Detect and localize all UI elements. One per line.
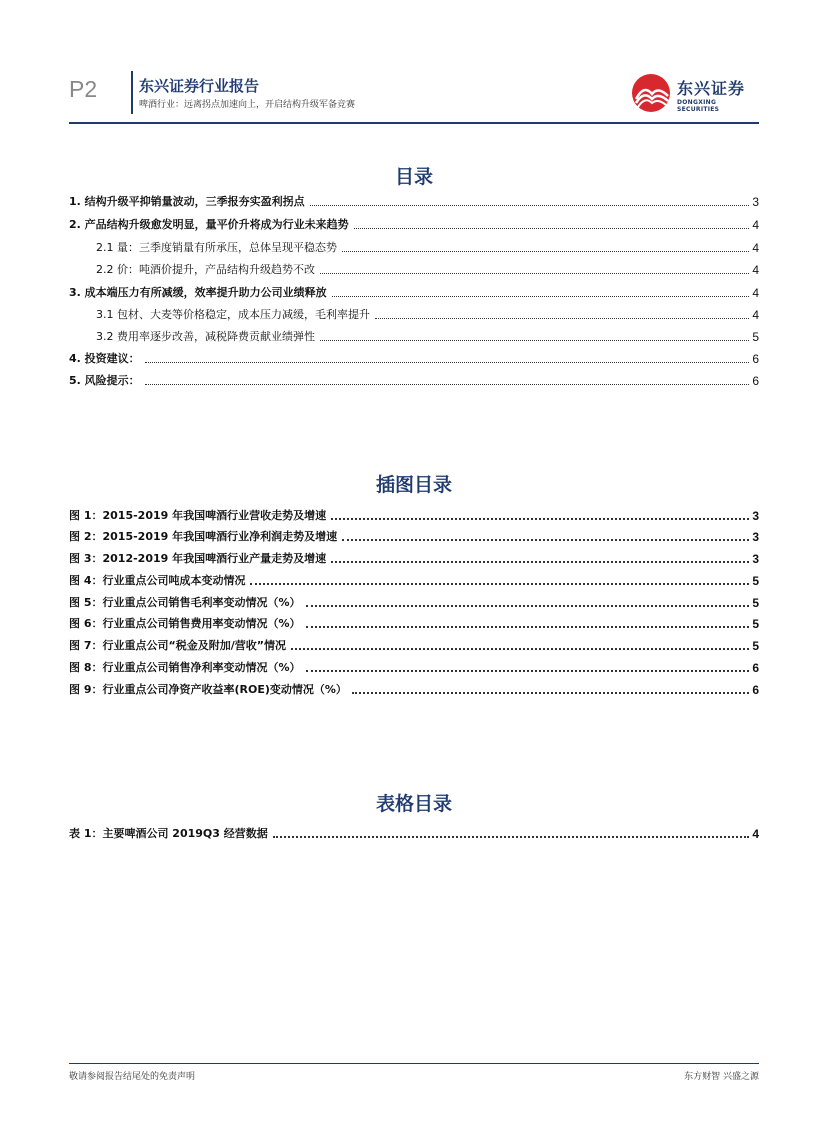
- figure-entry-page: 3: [752, 530, 759, 544]
- leader-dots: [342, 536, 749, 541]
- figure-entry-page: 5: [752, 574, 759, 588]
- tables-title: 表格目录: [375, 793, 452, 815]
- toc-entry[interactable]: [96, 261, 759, 277]
- toc-entry-label: 3.1 包材、大麦等价格稳定，成本压力减缓，毛利率提升: [96, 308, 370, 321]
- toc-entry-label: 2.2 价：吨酒价提升，产品结构升级趋势不改: [96, 263, 315, 276]
- page-number: P2: [69, 76, 98, 102]
- figure-entry-page: 5: [752, 596, 759, 610]
- company-logo: [630, 72, 760, 114]
- figure-entry-page: 3: [752, 552, 759, 566]
- figure-entry[interactable]: [69, 594, 759, 610]
- figure-entry-label: 图 4：行业重点公司吨成本变动情况: [69, 574, 246, 587]
- footer-disclaimer: 敬请参阅报告结尾处的免责声明: [69, 1072, 196, 1082]
- toc-entry-page: 5: [752, 330, 759, 344]
- toc-entry-page: 4: [752, 241, 759, 255]
- toc-entry[interactable]: [69, 284, 759, 300]
- leader-dots: [320, 270, 749, 274]
- leader-dots: [331, 515, 749, 520]
- toc-entry-label: 2.1 量：三季度销量有所承压，总体呈现平稳态势: [96, 241, 337, 254]
- figure-entry-page: 3: [752, 509, 759, 523]
- report-title: 东兴证券行业报告: [139, 77, 260, 95]
- toc-entry-page: 4: [752, 286, 759, 300]
- header-divider: [131, 71, 133, 114]
- leader-dots: [331, 558, 749, 563]
- figure-entry[interactable]: [69, 659, 759, 675]
- table-entry-page: 4: [752, 827, 759, 841]
- toc-entry-label: 3. 成本端压力有所减缓，效率提升助力公司业绩释放: [69, 286, 327, 299]
- leader-dots: [342, 248, 749, 252]
- leader-dots: [375, 315, 749, 319]
- toc-entry[interactable]: [96, 328, 759, 344]
- figure-entry-label: 图 2：2015-2019 年我国啤酒行业净利润走势及增速: [69, 530, 338, 543]
- leader-dots: [332, 293, 750, 297]
- logo-text-cn: 东兴证券: [677, 79, 746, 98]
- figure-entry-label: 图 5：行业重点公司销售毛利率变动情况（%）: [69, 596, 301, 609]
- report-subtitle: 啤酒行业：远离拐点加速向上，开启结构升级军备竞赛: [139, 100, 356, 110]
- figures-title: 插图目录: [375, 474, 452, 496]
- toc-entry-page: 4: [752, 263, 759, 277]
- toc-entry-page: 3: [752, 195, 759, 209]
- figure-entry-label: 图 7：行业重点公司“税金及附加/营收”情况: [69, 639, 286, 652]
- toc-entry[interactable]: [96, 239, 759, 255]
- toc-title: 目录: [394, 166, 433, 188]
- table-entry[interactable]: [69, 825, 759, 841]
- figure-entry-label: 图 8：行业重点公司销售净利率变动情况（%）: [69, 661, 301, 674]
- header-rule: [69, 122, 759, 124]
- toc-entry[interactable]: [69, 193, 759, 209]
- figure-entry[interactable]: [69, 572, 759, 588]
- figure-entry-label: 图 3：2012-2019 年我国啤酒行业产量走势及增速: [69, 552, 327, 565]
- leader-dots: [145, 359, 750, 363]
- toc-entry-label: 4. 投资建议：: [69, 352, 140, 365]
- table-entry-label: 表 1：主要啤酒公司 2019Q3 经营数据: [69, 827, 268, 840]
- leader-dots: [291, 645, 749, 650]
- figure-entry[interactable]: [69, 681, 759, 697]
- figure-entry-page: 5: [752, 617, 759, 631]
- figure-entry-label: 图 9：行业重点公司净资产收益率(ROE)变动情况（%）: [69, 683, 347, 696]
- leader-dots: [354, 225, 750, 229]
- leader-dots: [145, 381, 750, 385]
- leader-dots: [320, 337, 749, 341]
- toc-entry[interactable]: [69, 216, 759, 232]
- leader-dots: [273, 833, 750, 838]
- figure-entry[interactable]: [69, 507, 759, 523]
- toc-entry-label: 1. 结构升级平抑销量波动，三季报夯实盈利拐点: [69, 195, 305, 208]
- footer-rule: [69, 1063, 759, 1064]
- figure-entry[interactable]: [69, 550, 759, 566]
- toc-entry-page: 4: [752, 218, 759, 232]
- toc-entry[interactable]: [69, 372, 759, 388]
- leader-dots: [306, 623, 750, 628]
- toc-entry-label: 5. 风险提示：: [69, 374, 140, 387]
- logo-text-en: DONGXING SECURITIES: [677, 99, 720, 113]
- logo-emblem-icon: [630, 72, 674, 114]
- figure-entry[interactable]: [69, 528, 759, 544]
- leader-dots: [352, 689, 749, 694]
- leader-dots: [250, 580, 749, 585]
- toc-entry-page: 4: [752, 308, 759, 322]
- toc-entry[interactable]: [96, 306, 759, 322]
- figure-entry-label: 图 6：行业重点公司销售费用率变动情况（%）: [69, 617, 301, 630]
- figure-entry-page: 6: [752, 661, 759, 675]
- figure-entry-label: 图 1：2015-2019 年我国啤酒行业营收走势及增速: [69, 509, 327, 522]
- toc-entry[interactable]: [69, 350, 759, 366]
- footer-slogan: 东方财智 兴盛之源: [684, 1072, 759, 1082]
- figure-entry[interactable]: [69, 637, 759, 653]
- toc-entry-page: 6: [752, 352, 759, 366]
- leader-dots: [306, 667, 750, 672]
- toc-entry-page: 6: [752, 374, 759, 388]
- figure-entry[interactable]: [69, 615, 759, 631]
- toc-entry-label: 3.2 费用率逐步改善，减税降费贡献业绩弹性: [96, 330, 315, 343]
- leader-dots: [306, 602, 750, 607]
- leader-dots: [310, 202, 750, 206]
- figure-entry-page: 5: [752, 639, 759, 653]
- toc-entry-label: 2. 产品结构升级愈发明显，量平价升将成为行业未来趋势: [69, 218, 349, 231]
- figure-entry-page: 6: [752, 683, 759, 697]
